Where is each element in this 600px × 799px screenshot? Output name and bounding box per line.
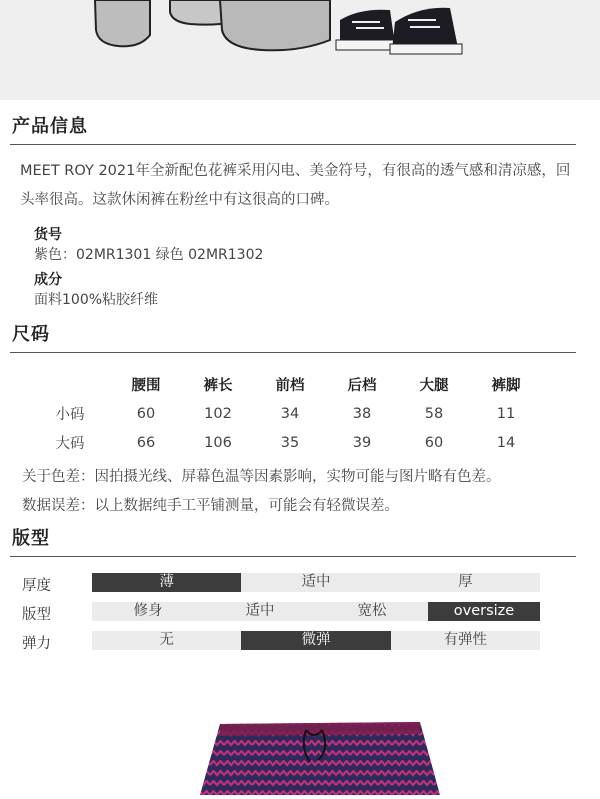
divider [10,144,576,145]
size-cell: 60 [424,434,444,451]
fit-type-option: oversize [428,602,540,621]
fit-type-option: 适中 [204,602,316,621]
elasticity-option: 微弹 [241,631,390,650]
size-header-cell: 前档 [275,378,305,394]
size-header-cell: 后档 [347,378,377,394]
table-row [30,399,542,428]
elasticity-option: 无 [92,631,241,650]
product-description: MEET ROY 2021年全新配色花裤采用闪电、美金符号，有很高的透气感和清凉感，回头率很高。这款休闲裤在粉丝中有这很高的口碑。 [20,163,571,208]
item-number-label: 货号 [34,227,62,243]
size-header-cell: 裤脚 [491,378,521,394]
thickness-option: 适中 [241,573,390,592]
size-header-cell: 腰围 [131,378,161,394]
material-value: 面料100%粘胶纤维 [34,292,159,308]
item-number-value: 紫色：02MR1301 绿色 02MR1302 [34,247,264,263]
size-table [30,370,542,457]
size-header-cell: 裤长 [203,378,233,394]
size-cell: 34 [280,405,300,422]
size-cell: 106 [204,434,232,451]
table-row [30,428,542,457]
size-cell: 66 [136,434,156,451]
size-cell: 102 [204,405,232,422]
measurement-error-note: 数据误差：以上数据纯手工平铺测量，可能会有轻微误差。 [22,498,399,514]
divider [10,352,576,353]
size-cell: 58 [424,405,444,422]
size-cell: 11 [496,405,516,422]
product-photo [0,700,600,795]
thickness-option: 薄 [92,573,241,592]
size-cell: 35 [280,434,300,451]
size-cell: 60 [136,405,156,422]
size-cell: 小码 [55,407,85,423]
elasticity-scale [92,631,540,650]
material-label: 成分 [34,272,62,288]
size-header-cell [30,370,110,399]
fit-type-option: 修身 [92,602,204,621]
product-info-title: 产品信息 [12,116,88,137]
hero-illustration [0,0,600,100]
size-cell: 14 [496,434,516,451]
size-cell: 39 [352,434,372,451]
pants-image [0,700,600,795]
elasticity-label: 弹力 [22,636,51,652]
size-title: 尺码 [12,324,50,345]
size-table-header [30,370,542,399]
color-difference-note: 关于色差：因拍摄光线、屏幕色温等因素影响，实物可能与图片略有色差。 [22,469,501,485]
hero-photo [0,0,600,100]
fit-title: 版型 [12,528,50,549]
thickness-option: 厚 [391,573,540,592]
fit-type-option: 宽松 [316,602,428,621]
fit-type-label: 版型 [22,607,51,623]
elasticity-option: 有弹性 [391,631,540,650]
thickness-scale [92,573,540,592]
fit-type-scale [92,602,540,621]
divider [10,556,576,557]
size-header-cell: 大腿 [419,378,449,394]
thickness-label: 厚度 [22,578,51,594]
size-cell: 38 [352,405,372,422]
size-cell: 大码 [55,436,85,452]
